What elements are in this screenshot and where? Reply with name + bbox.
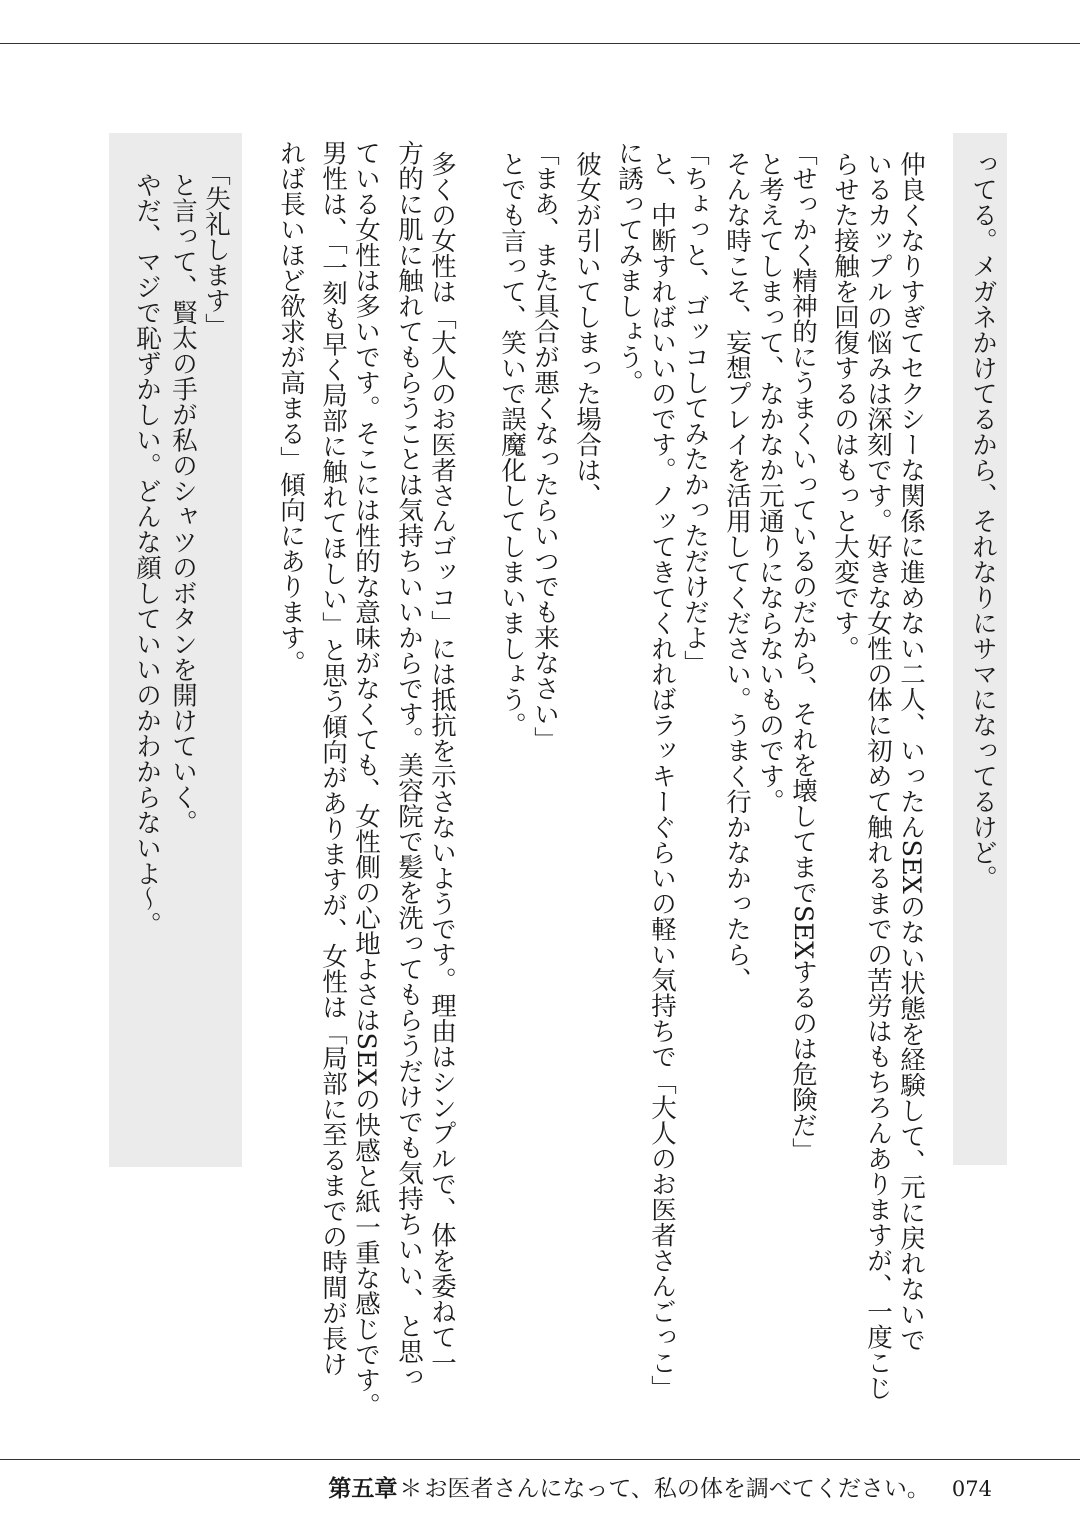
running-footer xyxy=(328,1470,992,1503)
text-column: 「せっかく精神的にうまくいっているのだから、それを壊してまでSEXするのは危険だ」 xyxy=(788,140,818,1164)
text-column: 仲良くなりすぎてセクシーな関係に進めない二人、いったんSEXのない状態を経験して、元に戻れないで xyxy=(896,151,926,1353)
text-column: 方的に肌に触れてもらうことは気持ちいいからです。美容院で髪を洗ってもらうだけでも気持ちいい、と思っ xyxy=(394,140,424,1390)
page-number: 074 xyxy=(951,1477,992,1501)
top-rule xyxy=(0,43,1080,44)
text-column: 多くの女性は「大人のお医者さんゴッコ」には抵抗を示さないようです。理由はシンプルで、体を委ねて一 xyxy=(427,151,457,1375)
text-column: れば長いほど欲求が高まる」傾向にあります。 xyxy=(276,140,306,676)
text-column: 「ちょっと、ゴッコしてみたかっただけだよ」 xyxy=(680,140,710,676)
text-column: ってる。メガネかけてるから、それなりにサマになってるけど。 xyxy=(968,151,998,891)
text-column: ている女性は多いです。そこには性的な意味がなくても、女性側の心地よさはSEXの快感と紙一重な感じです。 xyxy=(351,140,381,1419)
text-column: 彼女が引いてしまった場合は、 xyxy=(572,151,602,508)
chapter-label: 第五章 xyxy=(328,1475,398,1502)
text-column: やだ、マジで恥ずかしい。どんな顔していいのかわからないよ〜。 xyxy=(132,172,162,937)
text-column: 「失礼します」 xyxy=(201,160,231,339)
text-column: いるカップルの悩みは深刻です。好きな女性の体に初めて触れるまでの苦労はもちろんありますが、一度こじ xyxy=(863,151,893,1401)
text-column: に誘ってみましょう。 xyxy=(614,140,644,395)
text-column: 男性は、「一刻も早く局部に触れてほしい」と思う傾向がありますが、女性は「局部に至るまでの時間が長け xyxy=(318,140,348,1377)
text-column: とでも言って、笑いで誤魔化してしまいましょう。 xyxy=(497,151,527,738)
bottom-rule xyxy=(0,1459,1080,1460)
text-column: と考えてしまって、なかなか元通りにならないものです。 xyxy=(755,151,785,814)
text-column: 「まあ、また具合が悪くなったらいつでも来なさい」 xyxy=(530,140,560,752)
text-column: と、中断すればいいのです。ノッてきてくれればラッキーぐらいの軽い気持ちで「大人のお医者さんごっこ」 xyxy=(647,151,677,1401)
chapter-title: お医者さんになって、私の体を調べてください。 xyxy=(424,1476,930,1502)
text-column: と言って、賢太の手が私のシャツのボタンを開けていく。 xyxy=(168,172,198,835)
asterisk-separator: ＊ xyxy=(399,1476,423,1502)
text-column: らせた接触を回復するのはもっと大変です。 xyxy=(830,151,860,661)
text-column: そんな時こそ、妄想プレイを活用してください。うまく行かなかったら、 xyxy=(722,151,752,993)
